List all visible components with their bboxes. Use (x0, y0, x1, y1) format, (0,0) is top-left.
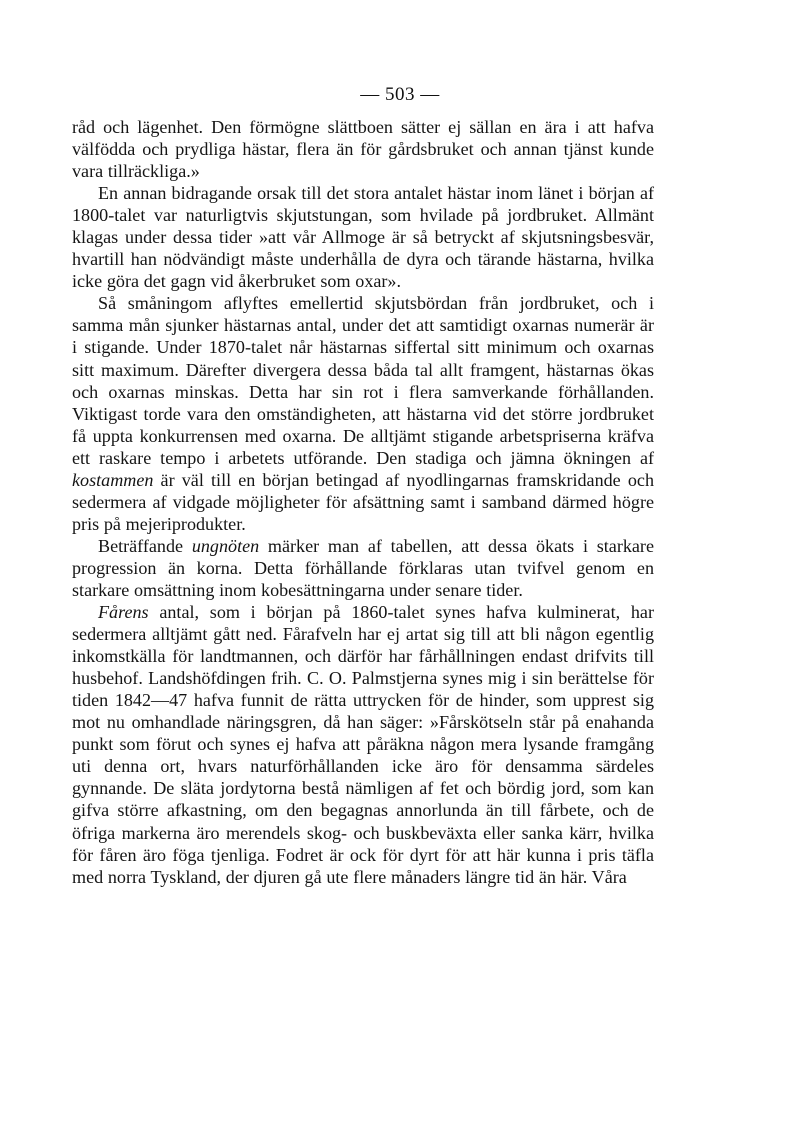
page-number: — 503 — (360, 84, 440, 105)
paragraph (72, 182, 654, 292)
text-run: är väl till en början betingad af nyodlingarnas framskridande och sedermera af vidgade möjligheter för afsättning samt i samband därmed högre pris på mejeriprodukter. (72, 469, 654, 534)
italic-term: Fårens (98, 602, 149, 623)
italic-term: kostammen (72, 469, 154, 490)
text-run: antal, som i början på 1860-talet synes hafva kulminerat, har sedermera alltjämt gått ned. Fårafveln har ej artat sig till att bli någon egentlig inkomstkälla för landtmannen, och därför har fårhållningen endast drifvits till husbehof. Landshöfdingen frih. C. O. Palmstjerna synes mig i sin berättelse för tiden 1842—47 hafva funnit de rätta uttrycken för de hinder, som upprest sig mot nu omhandlade näringsgren, då han säger: »Fårskötseln står på enahanda punkt som förut och synes ej hafva att påräkna någon mera lysande framgång uti denna ort, hvars naturförhållanden icke äro för densamma särdeles gynnande. De släta jordytorna bestå nämligen af fet och bördig jord, som kan gifva större afkastning, om den begagnas annorlunda än till fårbete, och de öfriga markerna äro merendels skog- och buskbeväxta eller sanka kärr, hvilka för fåren äro föga tjenliga. Fodret är ock för dyrt för att här kunna i pris täfla med norra Tyskland, der djuren gå ute flere månaders längre tid än här. Våra (72, 602, 654, 887)
text-run: märker man af tabellen, att dessa ökats i starkare progression än korna. Detta förhållande förklaras utan tvifvel genom en starkare omsättning inom kobesättningarna under senare tider. (72, 535, 654, 600)
text-column (72, 116, 654, 888)
text-run: Så småningom aflyftes emellertid skjutsbördan från jordbruket, och i samma mån sjunker hästarnas antal, under det att samtidigt oxarnas numerär är i stigande. Under 1870-talet når hästarnas siffertal sitt minimum och oxarnas sitt maximum. Därefter divergera dessa båda tal allt framgent, hästarnas ökas och oxarnas minskas. Detta har sin rot i flera samverkande förhållanden. Viktigast torde vara den omständigheten, att hästarna vid det större jordbruket få uppta konkurrensen med oxarna. De alltjämt stigande arbetspriserna kräfva ett raskare tempo i arbetets utförande. Den stadiga och jämna ökningen af (72, 293, 654, 468)
text-run: Beträffande (98, 535, 192, 556)
paragraph (72, 116, 654, 182)
text-run: En annan bidragande orsak till det stora antalet hästar inom länet i början af 1800-talet var naturligtvis skjutstungan, som hvilade på jordbruket. Allmänt klagas under dessa tider »att vår Allmoge är så betryckt af skjutsningsbesvär, hvartill han nödvändigt måste underhålla de dyra och tärande hästarna, hvilka icke göra det gagn vid åkerbruket som oxar». (72, 183, 654, 292)
paragraph (72, 601, 654, 888)
italic-term: ungnöten (191, 535, 260, 556)
text-run: råd och lägenhet. Den förmögne slättboen sätter ej sällan en ära i att hafva välfödda och prydliga hästar, flera än för gårdsbruket och annan tjänst kunde vara tillräckliga.» (72, 117, 654, 182)
paragraph (72, 292, 654, 535)
paragraph (72, 535, 654, 601)
